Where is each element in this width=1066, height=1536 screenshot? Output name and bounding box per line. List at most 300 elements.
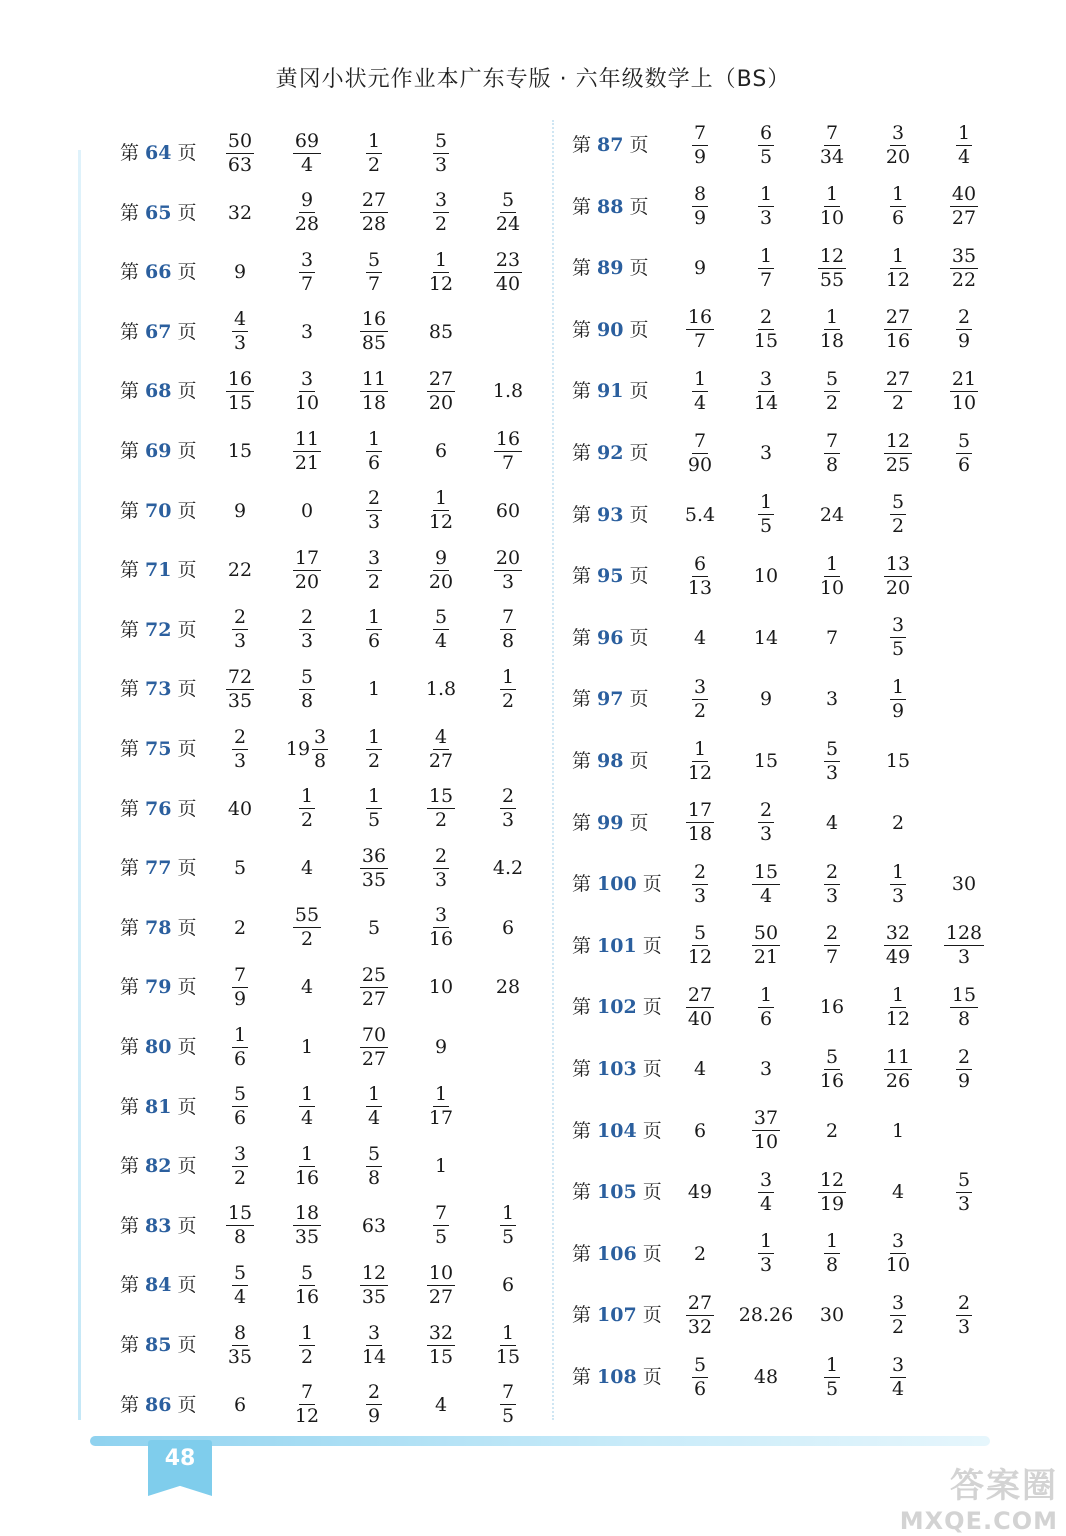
fraction: [500, 665, 516, 712]
denominator: 7: [367, 272, 381, 295]
answer-value: [348, 303, 400, 361]
fraction: [950, 185, 978, 228]
numerator: 1: [367, 725, 381, 748]
fraction: [293, 1261, 321, 1308]
answer-value: 6: [693, 1119, 707, 1142]
denominator: 3: [233, 630, 247, 653]
page-label-number: 81: [145, 1095, 172, 1118]
answer-value: [806, 301, 858, 359]
answer-value: [281, 1376, 333, 1434]
numerator: 5: [300, 665, 314, 688]
page-label: 第 87 页: [572, 134, 649, 156]
numerator: 27: [428, 367, 454, 390]
denominator: 9: [891, 699, 905, 722]
denominator: 5: [891, 638, 905, 661]
fraction: [360, 191, 388, 234]
answer-value: [872, 1286, 924, 1344]
fraction: [293, 1142, 321, 1189]
fraction: [944, 924, 984, 967]
fraction: [824, 737, 840, 784]
page-label-number: 90: [597, 318, 624, 341]
answer-value: 4: [825, 811, 839, 834]
numerator: 15: [951, 983, 977, 1006]
fraction: [427, 248, 455, 295]
answer-row: [120, 303, 540, 361]
page-label: 第 89 页: [572, 257, 649, 280]
page-label-number: 107: [597, 1304, 637, 1327]
numerator: 5: [825, 367, 839, 390]
numerator: 1: [759, 244, 773, 267]
answer-value: 1: [300, 1036, 314, 1058]
numerator: 128: [945, 922, 983, 945]
fraction: [692, 185, 708, 228]
answer-row: [572, 1286, 1002, 1344]
numerator: 16: [227, 367, 253, 390]
denominator: 4: [233, 1285, 247, 1308]
fraction: [758, 983, 774, 1030]
answer-value: [281, 124, 333, 182]
answer-row: [120, 780, 540, 838]
denominator: 8: [825, 453, 839, 476]
answer-value: [806, 855, 858, 913]
answer-value: 28: [495, 976, 521, 999]
numerator: 11: [294, 427, 320, 450]
fraction: [366, 725, 382, 772]
denominator: 14: [361, 1345, 387, 1368]
fraction: [818, 185, 846, 228]
page-label: 第 90 页: [572, 318, 649, 341]
fraction: [890, 616, 906, 659]
answer-value: [674, 424, 726, 482]
page-label-number: 72: [145, 618, 172, 641]
numerator: 11: [885, 1045, 911, 1068]
numerator: 17: [294, 546, 320, 569]
numerator: 5: [300, 1261, 314, 1284]
fraction: [884, 367, 912, 414]
fraction: [427, 1085, 455, 1128]
page-label-number: 87: [597, 134, 624, 156]
page-label-number: 84: [145, 1274, 172, 1297]
answer-value: 32: [227, 201, 253, 224]
numerator: 1: [434, 487, 448, 510]
answer-value: [281, 184, 333, 242]
denominator: 12: [428, 272, 454, 295]
denominator: 15: [227, 391, 253, 414]
watermark: [858, 1458, 1058, 1536]
denominator: 20: [885, 576, 911, 599]
answer-value: [872, 547, 924, 605]
answer-value: 1: [367, 678, 381, 701]
numerator: 12: [885, 429, 911, 452]
fraction: [360, 1261, 388, 1308]
answer-value: [281, 601, 333, 659]
page-label: 第 84 页: [120, 1274, 197, 1297]
denominator: 12: [885, 1007, 911, 1030]
page-label-number: 64: [145, 142, 172, 164]
numerator: 7: [501, 1381, 515, 1404]
answer-value: [482, 1376, 534, 1434]
answer-value: 48: [753, 1366, 779, 1388]
numerator: 8: [233, 1321, 247, 1344]
answer-value: 3: [759, 1058, 773, 1080]
answer-value: [415, 720, 467, 778]
answer-row: [120, 243, 540, 301]
denominator: 9: [957, 330, 971, 353]
numerator: 15: [227, 1202, 253, 1225]
answer-value: [348, 720, 400, 778]
denominator: 5: [434, 1226, 448, 1249]
answer-value: 5: [367, 916, 381, 939]
denominator: 3: [367, 511, 381, 534]
page-label: 第 105 页: [572, 1181, 662, 1204]
answer-value: [214, 124, 266, 182]
answer-value: [872, 978, 924, 1036]
fraction: [752, 367, 780, 414]
fraction: [433, 191, 449, 234]
numerator: 32: [885, 922, 911, 945]
fraction: [232, 725, 248, 772]
answer-value: [348, 482, 400, 540]
answer-value: 63: [361, 1214, 387, 1237]
numerator: 9: [300, 189, 314, 212]
answer-value: [348, 541, 400, 599]
page-label-number: 65: [145, 201, 172, 224]
fraction: [500, 1383, 516, 1426]
answer-value: [415, 184, 467, 242]
numerator: 1: [434, 248, 448, 271]
numerator: 32: [428, 1321, 454, 1344]
denominator: 4: [434, 630, 448, 653]
answer-value: [281, 1256, 333, 1314]
answer-value: [348, 839, 400, 897]
page-label: 第 81 页: [120, 1095, 197, 1118]
answer-value: [872, 1225, 924, 1283]
page-label-number: 71: [145, 559, 172, 582]
answer-value: [214, 303, 266, 361]
denominator: 3: [957, 1315, 971, 1338]
answer-value: [482, 1197, 534, 1255]
answer-value: [938, 116, 990, 174]
fraction: [366, 608, 382, 651]
answer-row: [572, 978, 1002, 1036]
numerator: 21: [951, 367, 977, 390]
answer-value: [281, 1316, 333, 1374]
denominator: 2: [367, 749, 381, 772]
numerator: 69: [294, 129, 320, 152]
answer-row: [572, 1348, 1002, 1406]
numerator: 3: [300, 248, 314, 271]
answer-value: 10: [753, 565, 779, 588]
answer-value: [872, 670, 924, 728]
fraction: [824, 924, 840, 967]
denominator: 2: [825, 391, 839, 414]
denominator: 2: [300, 809, 314, 832]
denominator: 20: [885, 145, 911, 168]
answer-value: 30: [951, 873, 977, 896]
denominator: 4: [759, 884, 773, 907]
answer-row: [572, 486, 1002, 544]
denominator: 18: [819, 330, 845, 353]
fraction: [226, 1321, 254, 1368]
answer-value: [872, 301, 924, 359]
answer-value: [214, 1137, 266, 1195]
fraction: [686, 801, 714, 844]
numerator: 1: [501, 1321, 515, 1344]
numerator: 27: [885, 367, 911, 390]
page-label: 第 92 页: [572, 442, 649, 464]
answer-row: [120, 1197, 540, 1255]
answer-value: [674, 670, 726, 728]
fraction: [824, 860, 840, 907]
answer-value: [938, 1163, 990, 1221]
answer-value: [482, 243, 534, 301]
answer-value: 85: [428, 320, 454, 343]
fraction: [956, 429, 972, 476]
answer-row: [572, 670, 1002, 728]
page-label: 第 96 页: [572, 626, 649, 649]
fraction: [299, 608, 315, 651]
answer-value: 0: [300, 499, 314, 522]
answer-value: [281, 1197, 333, 1255]
numerator: 7: [825, 121, 839, 144]
fraction: [312, 725, 328, 772]
denominator: 4: [957, 145, 971, 168]
answer-value: 1: [891, 1119, 905, 1142]
answer-value: 6: [501, 916, 515, 939]
numerator: 6: [693, 552, 707, 575]
denominator: 9: [367, 1405, 381, 1428]
answer-value: [674, 978, 726, 1036]
page-label: 第 88 页: [572, 195, 649, 218]
denominator: 3: [957, 1192, 971, 1215]
fraction: [427, 725, 455, 772]
denominator: 49: [885, 946, 911, 969]
denominator: 8: [233, 1226, 247, 1249]
numerator: 1: [759, 491, 773, 514]
numerator: 1: [233, 1023, 247, 1046]
numerator: 3: [300, 367, 314, 390]
page-label: 第 79 页: [120, 976, 197, 999]
fraction: [232, 1261, 248, 1308]
numerator: 55: [294, 904, 320, 927]
denominator: 7: [300, 272, 314, 295]
denominator: 6: [233, 1107, 247, 1130]
answer-value: [740, 917, 792, 975]
denominator: 16: [294, 1285, 320, 1308]
fraction: [686, 737, 714, 784]
denominator: 4: [891, 1377, 905, 1400]
denominator: 9: [693, 145, 707, 168]
fraction: [692, 1353, 708, 1400]
denominator: 2: [501, 689, 515, 712]
numerator: 12: [819, 244, 845, 267]
numerator: 72: [227, 665, 253, 688]
numerator: 27: [687, 983, 713, 1006]
answer-value: [348, 362, 400, 420]
answer-value: [806, 1040, 858, 1098]
denominator: 14: [753, 391, 779, 414]
page-label: 第 80 页: [120, 1036, 197, 1058]
denominator: 3: [300, 630, 314, 653]
denominator: 3: [233, 749, 247, 772]
page-number: 48: [164, 1446, 196, 1471]
page-label: 第 67 页: [120, 320, 197, 343]
numerator: 3: [759, 1168, 773, 1191]
denominator: 16: [819, 1069, 845, 1092]
numerator: 27: [687, 1291, 713, 1314]
fraction: [884, 1045, 912, 1092]
numerator: 1: [367, 427, 381, 450]
page-label-number: 92: [597, 442, 624, 464]
page-label-number: 93: [597, 503, 624, 526]
denominator: 8: [300, 689, 314, 712]
answer-value: [348, 243, 400, 301]
answer-value: [806, 1163, 858, 1221]
numerator: 3: [367, 1321, 381, 1344]
denominator: 15: [753, 330, 779, 353]
numerator: 2: [693, 860, 707, 883]
answer-value: 9: [233, 261, 247, 284]
numerator: 1: [693, 737, 707, 760]
page-label-number: 102: [597, 996, 637, 1019]
denominator: 5: [501, 1405, 515, 1428]
answer-row: [120, 601, 540, 659]
denominator: 10: [819, 576, 845, 599]
numerator: 1: [501, 665, 515, 688]
denominator: 85: [361, 332, 387, 355]
fraction: [686, 552, 714, 599]
denominator: 10: [885, 1254, 911, 1277]
denominator: 2: [891, 391, 905, 414]
denominator: 27: [428, 1285, 454, 1308]
answer-value: [872, 424, 924, 482]
numerator: 5: [434, 606, 448, 629]
fraction: [758, 244, 774, 291]
fraction: [232, 1085, 248, 1128]
fraction: [232, 1142, 248, 1189]
denominator: 3: [759, 207, 773, 230]
page-label: 第 71 页: [120, 559, 197, 582]
fraction: [494, 427, 522, 474]
answer-value: [482, 1316, 534, 1374]
fraction: [890, 1353, 906, 1400]
answer-value: [281, 780, 333, 838]
numerator: 1: [759, 983, 773, 1006]
denominator: 3: [233, 332, 247, 355]
fraction: [299, 1321, 315, 1368]
answer-row: [572, 424, 1002, 482]
denominator: 18: [361, 391, 387, 414]
denominator: 3: [825, 884, 839, 907]
denominator: 5: [825, 1377, 839, 1400]
answer-value: [348, 1018, 400, 1076]
page-label: 第 82 页: [120, 1155, 197, 1178]
answer-value: [806, 178, 858, 236]
fraction: [500, 1204, 516, 1247]
fraction: [824, 1232, 840, 1275]
numerator: 2: [759, 799, 773, 822]
answer-value: 2: [825, 1119, 839, 1142]
numerator: 1: [957, 121, 971, 144]
fraction: [433, 1204, 449, 1247]
answer-value: 40: [227, 797, 253, 820]
numerator: 1: [367, 1083, 381, 1106]
answer-value: [415, 601, 467, 659]
answer-value: [348, 780, 400, 838]
fraction: [366, 1142, 382, 1189]
fraction: [232, 1023, 248, 1070]
fraction: [232, 608, 248, 651]
answer-value: [214, 660, 266, 718]
page-label-number: 95: [597, 565, 624, 588]
answer-value: [415, 839, 467, 897]
fraction: [884, 924, 912, 967]
numerator: 5: [367, 1142, 381, 1165]
answer-row: [120, 422, 540, 480]
denominator: 21: [753, 946, 779, 969]
numerator: 7: [434, 1202, 448, 1225]
answer-value: [214, 1078, 266, 1136]
denominator: 6: [233, 1047, 247, 1070]
answer-value: [806, 239, 858, 297]
numerator: 3: [891, 614, 905, 637]
answer-value: [348, 601, 400, 659]
numerator: 3: [434, 904, 448, 927]
numerator: 25: [361, 963, 387, 986]
fraction: [758, 493, 774, 536]
denominator: 6: [759, 1007, 773, 1030]
fraction: [293, 546, 321, 593]
answer-value: [214, 1316, 266, 1374]
answer-row: [572, 1225, 1002, 1283]
answer-value: 30: [819, 1304, 845, 1327]
answer-value: 16: [819, 996, 845, 1019]
answer-value: [415, 899, 467, 957]
denominator: 16: [428, 928, 454, 951]
answer-value: [938, 362, 990, 420]
fraction: [299, 1085, 315, 1128]
page-label: 第 108 页: [572, 1366, 662, 1388]
fraction: [692, 860, 708, 907]
numerator: 2: [367, 1381, 381, 1404]
page-label-number: 85: [145, 1334, 172, 1356]
answer-column-left: [120, 124, 540, 1434]
answer-row: [120, 958, 540, 1016]
answer-value: [806, 1348, 858, 1406]
answer-value: [214, 1197, 266, 1255]
numerator: 6: [759, 121, 773, 144]
numerator: 3: [891, 1353, 905, 1376]
page-label: 第 102 页: [572, 996, 662, 1019]
fraction: [494, 546, 522, 593]
numerator: 2: [367, 487, 381, 510]
answer-value: [415, 1078, 467, 1136]
answer-value: [674, 855, 726, 913]
denominator: 9: [693, 207, 707, 230]
answer-value: [674, 301, 726, 359]
book-title: 黄冈小状元作业本广东专版 · 六年级数学上（BS）: [275, 67, 791, 92]
fraction: [890, 1291, 906, 1338]
denominator: 5: [759, 515, 773, 538]
denominator: 3: [891, 884, 905, 907]
answer-row: [120, 1078, 540, 1136]
answer-value: 5: [233, 857, 247, 880]
answer-value: [415, 362, 467, 420]
denominator: 24: [495, 213, 521, 236]
answer-row: [120, 720, 540, 778]
page-label-number: 101: [597, 934, 637, 957]
fraction: [366, 489, 382, 532]
